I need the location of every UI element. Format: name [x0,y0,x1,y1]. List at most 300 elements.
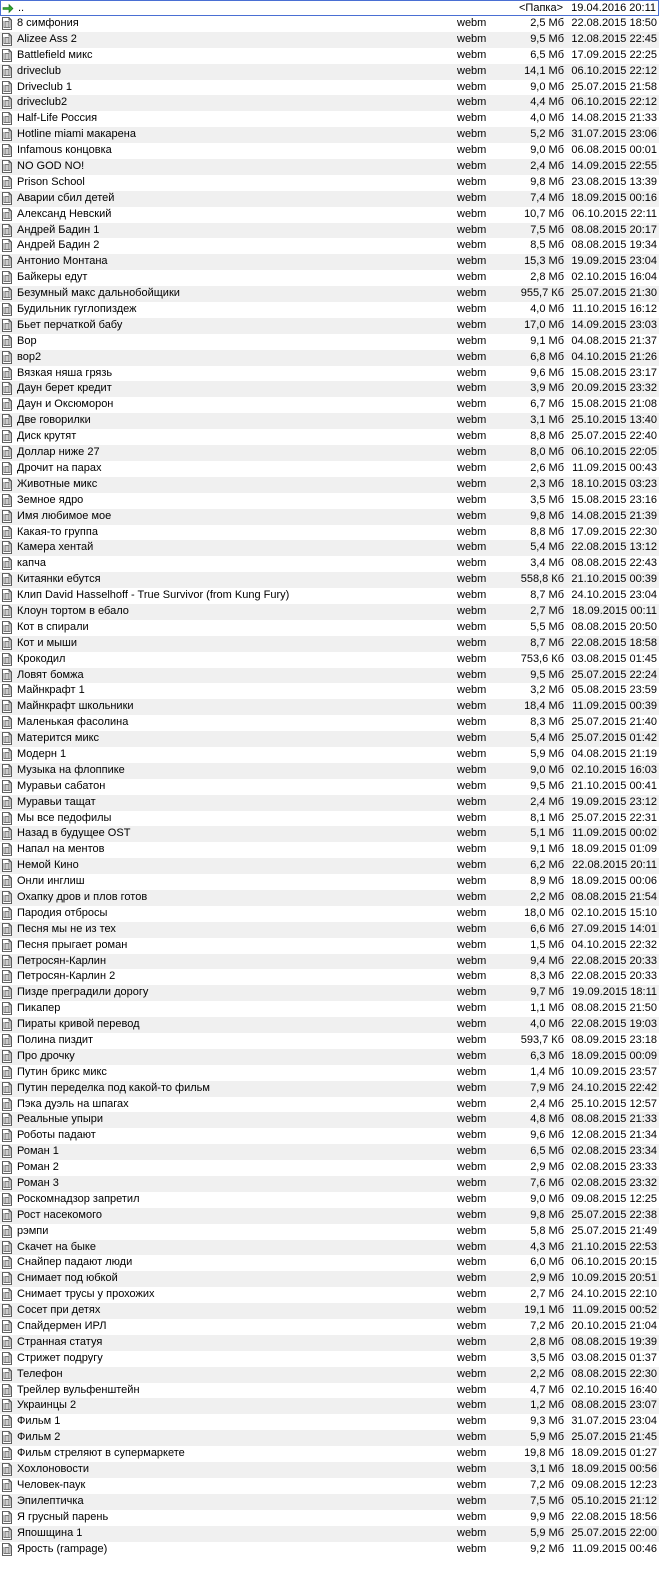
file-date: 11.09.2015 00:02 [572,827,657,840]
file-name: Имя любимое мое [17,509,112,522]
file-row[interactable] [0,509,659,525]
file-extension: webm [457,859,487,872]
file-row[interactable] [0,540,659,556]
file-size: 4,4 Мб [530,96,564,109]
video-file-icon [1,335,13,348]
file-row[interactable] [0,366,659,382]
file-row[interactable] [0,223,659,239]
file-row[interactable] [0,64,659,80]
file-name: Фильм 1 [17,1415,61,1428]
file-row[interactable] [0,779,659,795]
file-name: Ярость (rampage) [17,1542,108,1555]
file-row[interactable] [0,731,659,747]
file-extension: webm [457,1002,487,1015]
video-file-icon [1,1463,13,1476]
file-row[interactable] [0,1081,659,1097]
file-name: Сосет при детях [17,1304,101,1317]
video-file-icon [1,65,13,78]
file-size: 9,0 Мб [530,144,564,157]
video-file-icon [1,494,13,507]
file-date: 12.08.2015 21:34 [571,1129,657,1142]
file-name: Аварии сбил детей [17,191,115,204]
file-date: 02.10.2015 16:40 [571,1383,657,1396]
video-file-icon [1,684,13,697]
file-name: Матерится микс [17,732,100,745]
file-size: 955,7 Кб [520,287,564,300]
video-file-icon [1,1352,13,1365]
file-size: 8,3 Мб [530,970,564,983]
file-size: 5,2 Мб [530,128,564,141]
file-size: 14,1 Мб [524,64,564,77]
video-file-icon [1,1320,13,1333]
file-name: Infamous концовка [17,144,112,157]
file-name: Крокодил [17,652,66,665]
file-row[interactable] [0,286,659,302]
file-row[interactable] [0,381,659,397]
file-row[interactable] [0,95,659,111]
video-file-icon [1,1304,13,1317]
file-size: 9,6 Мб [530,1129,564,1142]
file-size: 1,5 Мб [530,938,564,951]
file-extension: webm [457,1097,487,1110]
file-row[interactable] [0,461,659,477]
file-row[interactable] [0,1097,659,1113]
file-size: 6,5 Мб [530,48,564,61]
file-extension: webm [457,1065,487,1078]
file-row[interactable] [0,1112,659,1128]
video-file-icon [1,303,13,316]
file-row[interactable] [0,1430,659,1446]
file-row[interactable] [0,938,659,954]
video-file-icon [1,208,13,221]
file-date: 25.07.2015 22:38 [571,1208,657,1221]
file-name: Вязкая няша грязь [17,366,113,379]
file-row[interactable] [0,32,659,48]
file-extension: webm [457,1081,487,1094]
file-name: Китаянки ебутся [17,573,101,586]
video-file-icon [1,112,13,125]
file-row[interactable] [0,48,659,64]
video-file-icon [1,1002,13,1015]
file-row[interactable] [0,1414,659,1430]
file-row[interactable] [0,1128,659,1144]
file-row[interactable] [0,254,659,270]
file-date: 09.08.2015 12:25 [571,1192,657,1205]
video-file-icon [1,1495,13,1508]
file-date: 12.08.2015 22:45 [571,32,657,45]
file-size: 9,8 Мб [530,175,564,188]
file-size: 5,1 Мб [530,827,564,840]
file-row[interactable] [0,683,659,699]
file-name: Путин переделка под какой-то фильм [17,1081,210,1094]
file-extension: webm [457,986,487,999]
file-row[interactable] [0,874,659,890]
file-size: 2,2 Мб [530,1367,564,1380]
file-row[interactable] [0,954,659,970]
file-extension: webm [457,366,487,379]
file-size: 9,0 Мб [530,763,564,776]
file-extension: webm [457,271,487,284]
video-file-icon [1,573,13,586]
file-date: 18.09.2015 00:11 [572,604,657,617]
file-size: 18,4 Мб [524,700,564,713]
file-row[interactable] [0,795,659,811]
file-date: 25.07.2015 21:58 [571,80,657,93]
video-file-icon [1,939,13,952]
file-extension: webm [457,906,487,919]
file-date: 06.10.2015 22:11 [572,207,657,220]
video-file-icon [1,827,13,840]
file-extension: webm [457,875,487,888]
file-row[interactable] [0,1303,659,1319]
file-row[interactable] [0,1192,659,1208]
file-date: 25.07.2015 01:42 [571,732,657,745]
file-size: 593,7 Кб [520,1034,564,1046]
file-row[interactable] [0,620,659,636]
file-row[interactable] [0,1049,659,1065]
file-row[interactable] [0,413,659,429]
parent-folder-name: .. [18,2,25,14]
file-row[interactable] [0,1462,659,1478]
video-file-icon [1,1050,13,1063]
video-file-icon [1,1145,13,1158]
file-row[interactable] [0,842,659,858]
file-row[interactable] [0,80,659,96]
file-row[interactable] [0,969,659,985]
file-row[interactable] [0,111,659,127]
file-date: 14.08.2015 21:33 [571,112,657,125]
file-name: капча [17,557,46,570]
file-row[interactable] [0,1240,659,1256]
file-size: 7,9 Мб [530,1081,564,1094]
video-file-icon [1,1113,13,1126]
file-date: 04.10.2015 22:32 [571,938,657,951]
file-row[interactable] [0,636,659,652]
file-extension: webm [457,1049,487,1062]
file-extension: webm [457,1145,487,1158]
file-date: 19.09.2015 23:12 [571,795,657,808]
file-row[interactable] [0,668,659,684]
file-date: 02.10.2015 16:04 [571,271,657,284]
video-file-icon [1,1098,13,1111]
file-extension: webm [457,779,487,792]
file-extension: webm [457,128,487,141]
file-row[interactable] [0,1510,659,1526]
file-size: 19,1 Мб [524,1304,564,1317]
file-row[interactable] [0,334,659,350]
file-extension: webm [457,382,487,395]
file-row[interactable] [0,302,659,318]
file-name: Маленькая фасолина [17,716,129,729]
file-size: 4,0 Мб [530,303,564,316]
video-file-icon [1,970,13,983]
file-extension: webm [457,48,487,61]
video-file-icon [1,843,13,856]
file-size: 2,5 Мб [530,17,564,29]
file-name: Петросян-Карлин 2 [17,970,116,983]
file-row[interactable] [0,16,659,32]
file-date: 18.09.2015 00:06 [571,875,657,888]
file-row[interactable] [0,652,659,668]
file-extension: webm [457,1463,487,1476]
file-row[interactable] [0,493,659,509]
file-date: 02.10.2015 15:10 [571,906,657,919]
file-row[interactable] [0,350,659,366]
file-row[interactable] [0,604,659,620]
video-file-icon [1,255,13,268]
file-name: Вор [17,334,37,347]
file-extension: webm [457,557,487,570]
file-extension: webm [457,318,487,331]
file-date: 18.10.2015 03:23 [571,477,657,490]
video-file-icon [1,1225,13,1238]
file-row[interactable] [0,1351,659,1367]
file-row[interactable] [0,715,659,731]
file-row[interactable] [0,588,659,604]
file-row[interactable] [0,1319,659,1335]
up-arrow-icon [2,2,14,15]
file-date: 06.10.2015 22:05 [571,446,657,459]
file-row[interactable] [0,1224,659,1240]
file-row[interactable] [0,906,659,922]
file-name: Мы все педофилы [17,811,112,824]
file-size: 6,7 Мб [530,398,564,411]
file-size: 8,3 Мб [530,716,564,729]
file-row[interactable] [0,159,659,175]
file-row[interactable] [0,1065,659,1081]
file-extension: webm [457,684,487,697]
file-extension: webm [457,223,487,236]
file-row[interactable] [0,1478,659,1494]
file-extension: webm [457,255,487,268]
parent-folder-row[interactable] [0,0,659,16]
file-row[interactable] [0,207,659,223]
file-row[interactable] [0,1367,659,1383]
video-file-icon [1,637,13,650]
video-file-icon [1,1193,13,1206]
file-row[interactable] [0,1001,659,1017]
file-date: 18.09.2015 01:27 [571,1447,657,1460]
file-size: 6,0 Мб [530,1256,564,1269]
file-row[interactable] [0,429,659,445]
file-row[interactable] [0,1383,659,1399]
file-size: 1,4 Мб [530,1065,564,1078]
file-size: 558,8 Кб [520,573,564,586]
file-row[interactable] [0,811,659,827]
file-size: 2,4 Мб [530,795,564,808]
file-size: 2,6 Мб [530,461,564,474]
file-extension: webm [457,1240,487,1253]
file-name: рэмпи [17,1224,49,1237]
file-row[interactable] [0,1526,659,1542]
file-size: 8,8 Мб [530,430,564,443]
file-date: 31.07.2015 23:04 [571,1415,657,1428]
file-size: 9,6 Мб [530,366,564,379]
file-extension: webm [457,1272,487,1285]
file-extension: webm [457,17,487,29]
file-date: 21.10.2015 22:53 [571,1240,657,1253]
video-file-icon [1,510,13,523]
file-row[interactable] [0,1208,659,1224]
file-row[interactable] [0,318,659,334]
file-row[interactable] [0,1271,659,1287]
file-row[interactable] [0,175,659,191]
file-row[interactable] [0,1446,659,1462]
file-date: 15.08.2015 23:17 [571,366,657,379]
file-row[interactable] [0,143,659,159]
file-size: 5,5 Мб [530,620,564,633]
file-extension: webm [457,112,487,125]
file-row[interactable] [0,922,659,938]
file-extension: webm [457,747,487,760]
file-extension: webm [457,1018,487,1031]
file-size: 2,8 Мб [530,271,564,284]
file-row[interactable] [0,1255,659,1271]
file-row[interactable] [0,1398,659,1414]
file-row[interactable] [0,572,659,588]
file-name: Назад в будущее OST [17,827,131,840]
file-extension: webm [457,32,487,45]
file-date: 10.09.2015 20:51 [571,1272,657,1285]
file-extension: webm [457,430,487,443]
file-extension: webm [457,191,487,204]
video-file-icon [1,398,13,411]
file-extension: webm [457,96,487,109]
file-date: 25.07.2015 21:49 [571,1224,657,1237]
file-name: Пэка дуэль на шпагах [17,1097,129,1110]
video-file-icon [1,1082,13,1095]
file-name: Battlefield микс [17,48,93,61]
file-name: Телефон [17,1367,63,1380]
file-size: 9,5 Мб [530,668,564,681]
video-file-icon [1,1161,13,1174]
file-date: 08.08.2015 23:07 [571,1399,657,1412]
file-extension: webm [457,589,487,602]
file-name: Даун и Оксюморон [17,398,114,411]
file-row[interactable] [0,826,659,842]
file-extension: webm [457,1256,487,1269]
file-name: Хохлоновости [17,1463,90,1476]
file-date: 06.10.2015 20:15 [571,1256,657,1269]
file-row[interactable] [0,525,659,541]
file-date: 25.07.2015 22:24 [571,668,657,681]
file-row[interactable] [0,397,659,413]
file-row[interactable] [0,556,659,572]
file-row[interactable] [0,191,659,207]
file-date: 08.08.2015 22:43 [571,557,657,570]
file-date: 25.07.2015 21:30 [571,287,657,300]
file-date: 08.08.2015 20:50 [571,620,657,633]
file-name: driveclub2 [17,96,68,109]
file-row[interactable] [0,858,659,874]
file-size: 4,0 Мб [530,112,564,125]
video-file-icon [1,239,13,252]
video-file-icon [1,224,13,237]
file-name: Майнкрафт школьники [17,700,134,713]
file-date: 02.10.2015 16:03 [571,763,657,776]
file-name: Путин брикс микс [17,1065,107,1078]
file-name: Роман 1 [17,1145,59,1158]
file-row[interactable] [0,985,659,1001]
file-size: 10,7 Мб [524,207,564,220]
file-size: 7,6 Мб [530,1177,564,1190]
file-extension: webm [457,334,487,347]
file-name: Клоун тортом в ебало [17,604,129,617]
file-row[interactable] [0,127,659,143]
file-row[interactable] [0,477,659,493]
file-extension: webm [457,398,487,411]
parent-folder-type: <Папка> [519,2,563,14]
file-name: Снимает под юбкой [17,1272,118,1285]
file-date: 08.08.2015 19:39 [571,1335,657,1348]
file-row[interactable] [0,238,659,254]
file-size: 6,5 Мб [530,1145,564,1158]
file-size: 17,0 Мб [524,318,564,331]
file-date: 04.08.2015 21:19 [571,747,657,760]
file-row[interactable] [0,1176,659,1192]
file-name: Муравьи сабатон [17,779,106,792]
file-row[interactable] [0,1017,659,1033]
video-file-icon [1,192,13,205]
file-row[interactable] [0,1144,659,1160]
file-size: 2,2 Мб [530,890,564,903]
file-date: 11.09.2015 00:39 [572,700,657,713]
file-name: Странная статуя [17,1335,103,1348]
file-row[interactable] [0,1033,659,1049]
file-row[interactable] [0,890,659,906]
video-file-icon [1,287,13,300]
file-row[interactable] [0,699,659,715]
file-name: вор2 [17,350,42,363]
file-date: 27.09.2015 14:01 [571,922,657,935]
file-size: 3,4 Мб [530,557,564,570]
file-row[interactable] [0,1287,659,1303]
file-name: Животные микс [17,477,98,490]
file-row[interactable] [0,763,659,779]
video-file-icon [1,1034,13,1047]
video-file-icon [1,382,13,395]
file-extension: webm [457,716,487,729]
file-row[interactable] [0,1494,659,1510]
file-date: 20.10.2015 21:04 [571,1320,657,1333]
file-extension: webm [457,1320,487,1333]
file-size: 9,8 Мб [530,1208,564,1221]
file-row[interactable] [0,445,659,461]
file-date: 08.08.2015 19:34 [571,239,657,252]
file-name: Фильм 2 [17,1431,61,1444]
file-date: 04.08.2015 21:37 [571,334,657,347]
file-size: 3,1 Мб [530,1463,564,1476]
file-extension: webm [457,668,487,681]
video-file-icon [1,526,13,539]
file-size: 8,7 Мб [530,589,564,602]
file-name: Пизде преградили дорогу [17,986,149,999]
file-size: 1,1 Мб [530,1002,564,1015]
video-file-icon [1,716,13,729]
file-row[interactable] [0,270,659,286]
file-extension: webm [457,64,487,77]
file-name: Про дрочку [17,1049,75,1062]
file-row[interactable] [0,1542,659,1558]
file-row[interactable] [0,1335,659,1351]
file-row[interactable] [0,1160,659,1176]
video-file-icon [1,1384,13,1397]
file-name: Кот в спирали [17,620,89,633]
file-extension: webm [457,1510,487,1523]
file-date: 11.09.2015 00:52 [572,1304,657,1317]
file-extension: webm [457,1415,487,1428]
file-row[interactable] [0,747,659,763]
